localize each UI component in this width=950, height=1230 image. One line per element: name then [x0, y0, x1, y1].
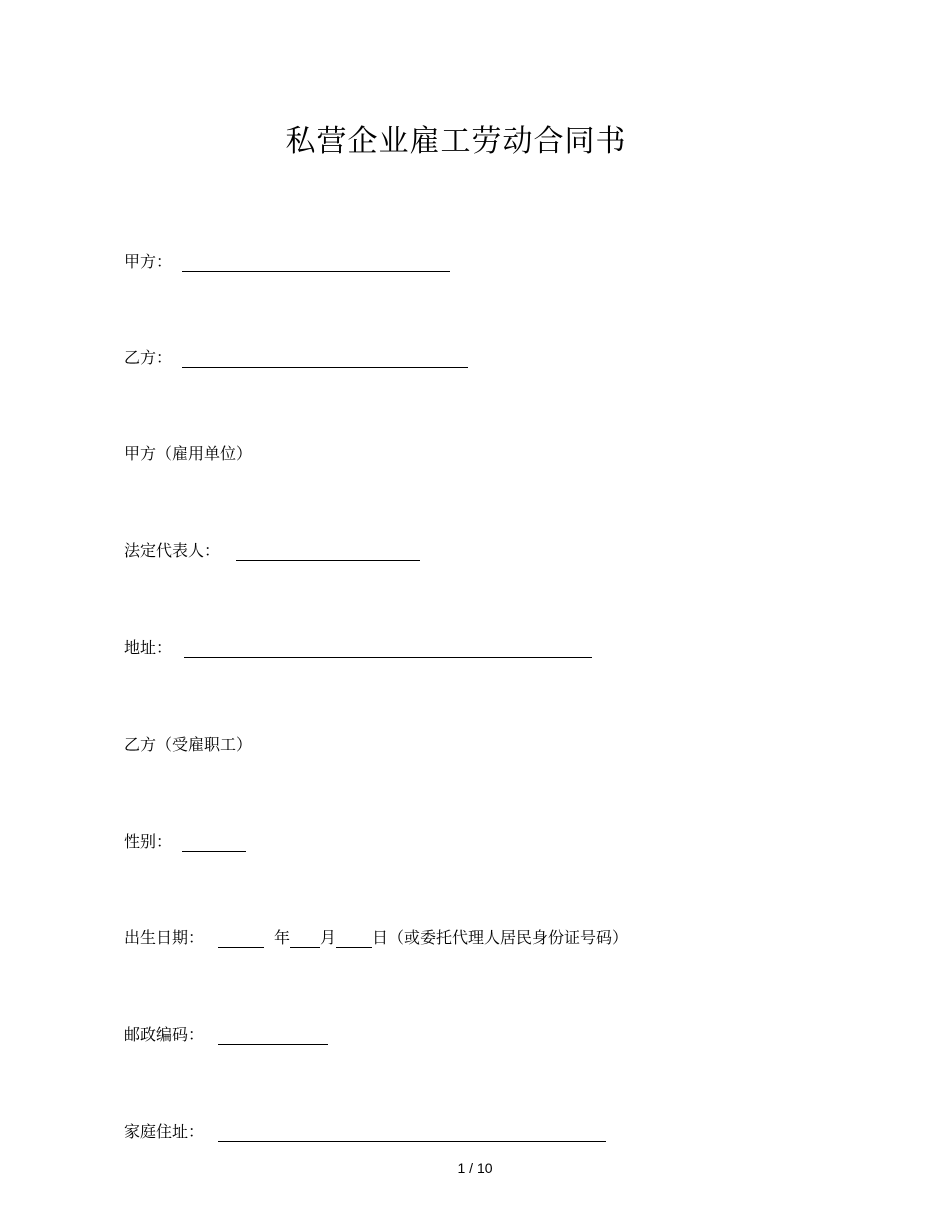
document-title: 私营企业雇工劳动合同书 [285, 124, 627, 159]
party-b-section-heading: 乙方（受雇职工） [124, 735, 253, 754]
party-b-row [124, 348, 468, 368]
gender-label: 性别： [124, 832, 173, 851]
postcode-label: 邮政编码： [124, 1025, 205, 1044]
party-a-section-row [124, 444, 252, 464]
postcode-row [124, 1025, 328, 1045]
legal-rep-row [124, 541, 420, 561]
address-label: 地址： [124, 638, 173, 657]
birth-date-label: 出生日期： [124, 928, 205, 947]
legal-rep-label: 法定代表人： [124, 541, 221, 560]
party-b-blank [182, 351, 468, 368]
gender-row [124, 832, 246, 852]
birth-month-blank [290, 931, 320, 948]
home-address-row [124, 1122, 606, 1142]
gender-blank [182, 835, 246, 852]
page-number: 1 / 10 [457, 1160, 493, 1176]
year-label: 年 [274, 928, 291, 947]
postcode-blank [218, 1028, 328, 1045]
party-a-row [124, 252, 450, 272]
home-address-blank [218, 1125, 606, 1142]
party-a-section-heading: 甲方（雇用单位） [124, 444, 253, 463]
birth-date-row [124, 928, 628, 948]
birth-day-blank [336, 931, 372, 948]
legal-rep-blank [236, 544, 420, 561]
party-b-section-row [124, 735, 252, 755]
address-blank [184, 641, 592, 658]
month-label: 月 [320, 928, 337, 947]
party-a-blank [182, 255, 450, 272]
day-label: 日（或委托代理人居民身份证号码） [372, 928, 629, 947]
birth-year-blank [218, 931, 264, 948]
address-row [124, 638, 592, 658]
party-b-label: 乙方： [124, 348, 173, 367]
party-a-label: 甲方： [124, 252, 173, 271]
home-address-label: 家庭住址： [124, 1122, 205, 1141]
